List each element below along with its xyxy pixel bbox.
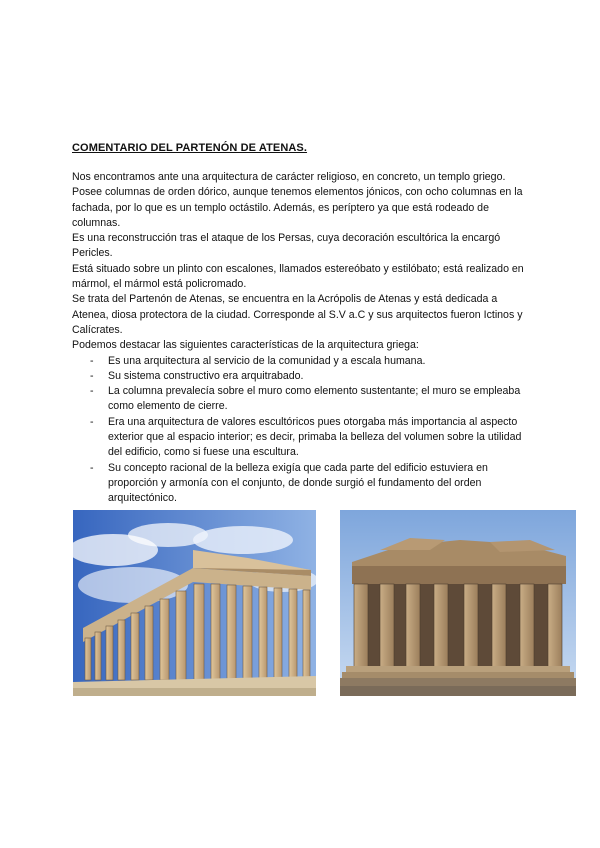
paragraph: Está situado sobre un plinto con escalones, llamados estereóbato y estilóbato; está realizado en mármol, el mármol está policromado.	[72, 262, 524, 291]
list-dash: -	[90, 415, 94, 428]
document-title: COMENTARIO DEL PARTENÓN DE ATENAS.	[72, 142, 308, 154]
paragraph: Es una reconstrucción tras el ataque de los Persas, cuya decoración escultórica la encargó Pericles.	[72, 232, 501, 260]
list-item-text: Es una arquitectura al servicio de la comunidad y a escala humana.	[108, 354, 426, 367]
list-item-text: Era una arquitectura de valores escultóricos pues otorgaba más importancia al aspecto exterior que al espacio interior; es decir, primaba la belleza del volumen sobre la utilidad del edificio, como si fuese una escultura.	[108, 415, 522, 459]
paragraph: Posee columnas de orden dórico, aunque tenemos elementos jónicos, con ocho columnas en la fachada, por lo que es un templo octástilo. Además, es períptero ya que está rodeado de columnas.	[72, 186, 523, 229]
list-item-text: Su concepto racional de la belleza exigía que cada parte del edificio estuviera en proporción y armonía con el conjunto, de donde surgió el fundamento del orden arquitectónico.	[108, 461, 488, 505]
parthenon-photo-frontal	[340, 510, 576, 696]
paragraph: Se trata del Partenón de Atenas, se encuentra en la Acrópolis de Atenas y está dedicada a Atenea, diosa protectora de la ciudad. Corresponde al S.V a.C y sus arquitectos fueron Ictinos y Calícrates.	[72, 293, 523, 336]
paragraph: Nos encontramos ante una arquitectura de carácter religioso, en concreto, un templo griego.	[72, 171, 506, 183]
list-item-text: Su sistema constructivo era arquitrabado.	[108, 369, 304, 382]
paragraph: Podemos destacar las siguientes características de la arquitectura griega:	[72, 339, 419, 352]
document-body	[72, 170, 534, 507]
list-item-text: La columna prevalecía sobre el muro como elemento sustentante; el muro se empleaba como elemento de cierre.	[108, 385, 521, 413]
list-item	[72, 369, 534, 384]
list-dash: -	[90, 385, 94, 398]
parthenon-angled-image	[73, 510, 316, 696]
list-item	[72, 415, 534, 461]
parthenon-frontal-image	[340, 510, 576, 696]
list-dash: -	[90, 354, 94, 367]
list-item	[72, 384, 534, 415]
characteristics-list	[72, 354, 534, 507]
list-item	[72, 354, 534, 369]
list-dash: -	[90, 369, 94, 382]
list-dash: -	[90, 461, 94, 474]
parthenon-photo-angled	[73, 510, 316, 696]
list-item	[72, 461, 534, 507]
